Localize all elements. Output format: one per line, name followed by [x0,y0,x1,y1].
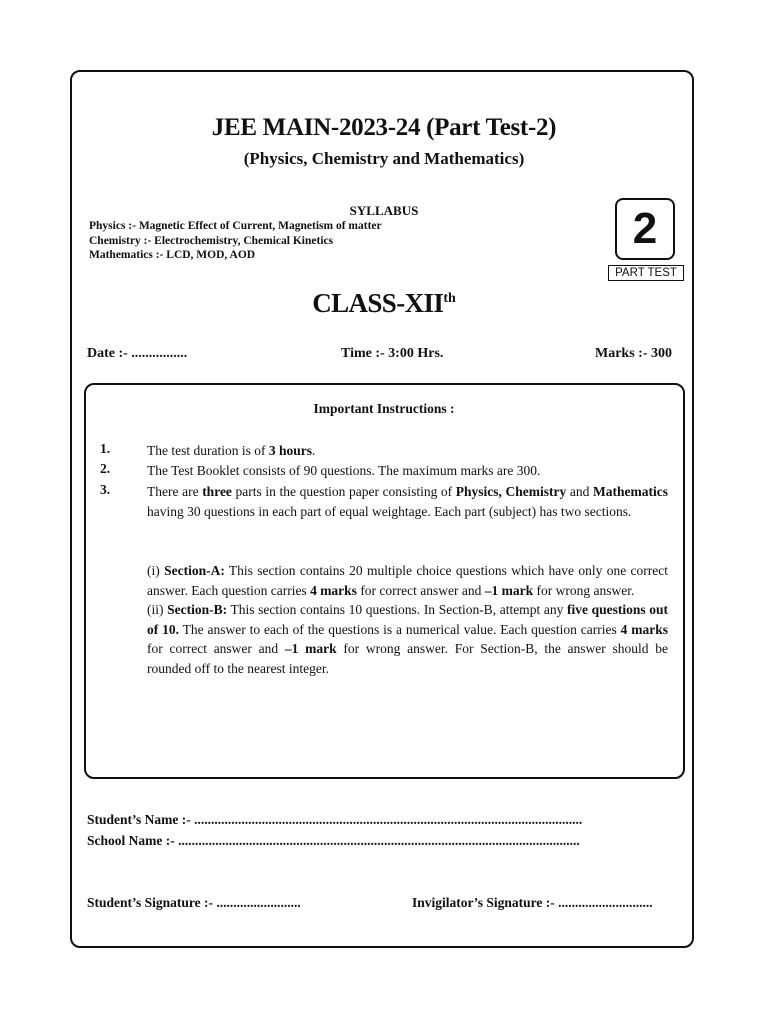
student-name-field: Student’s Name :- ................................................................................................................... [87,812,583,827]
instruction-number: 2. [100,461,111,476]
syllabus-mathematics: Mathematics :- LCD, MOD, AOD [89,249,256,261]
class-title-sup: th [443,291,456,306]
invigilator-signature-field: Invigilator’s Signature :- ............................ [412,895,653,910]
section-a-description: (i) Section-A: This section contains 20 multiple choice questions which have only one correct answer. Each question carries 4 marks for correct answer and –1 mark for wrong answer. [147,563,668,598]
class-title-main: CLASS-XII [312,288,444,318]
instruction-number: 3. [100,482,111,497]
part-test-label: PART TEST [608,265,684,281]
section-b-description: (ii) Section-B: This section contains 10 questions. In Section-B, attempt any five questions out of 10. The answer to each of the questions is a numerical value. Each question carries 4 marks for correct answer and –1 mark for wrong answer. For Section-B, the answer should be rounded off to the nearest integer. [147,602,669,676]
syllabus-physics: Physics :- Magnetic Effect of Current, Magnetism of matter [89,220,382,232]
class-title [0,288,768,319]
date-field: Date :- ................ [87,346,188,361]
time-field: Time :- 3:00 Hrs. [341,346,444,361]
syllabus-heading: SYLLABUS [349,203,419,218]
part-test-number-badge: 2 [615,198,675,260]
exam-subtitle: (Physics, Chemistry and Mathematics) [243,149,525,168]
exam-title: JEE MAIN-2023-24 (Part Test-2) [211,114,557,141]
marks-field: Marks :- 300 [595,346,672,361]
instruction-1: The test duration is of 3 hours. [147,443,316,458]
syllabus-chemistry: Chemistry :- Electrochemistry, Chemical Kinetics [89,235,334,247]
school-name-field: School Name :- ....................................................................................................................... [87,833,580,848]
student-signature-field: Student’s Signature :- ......................... [87,895,301,910]
instructions-heading: Important Instructions : [313,401,455,416]
instruction-2: The Test Booklet consists of 90 questions. The maximum marks are 300. [147,463,541,478]
instruction-number: 1. [100,441,111,456]
instruction-3: There are three parts in the question paper consisting of Physics, Chemistry and Mathematics having 30 questions in each part of equal weightage. Each part (subject) has two sections. [147,484,668,519]
